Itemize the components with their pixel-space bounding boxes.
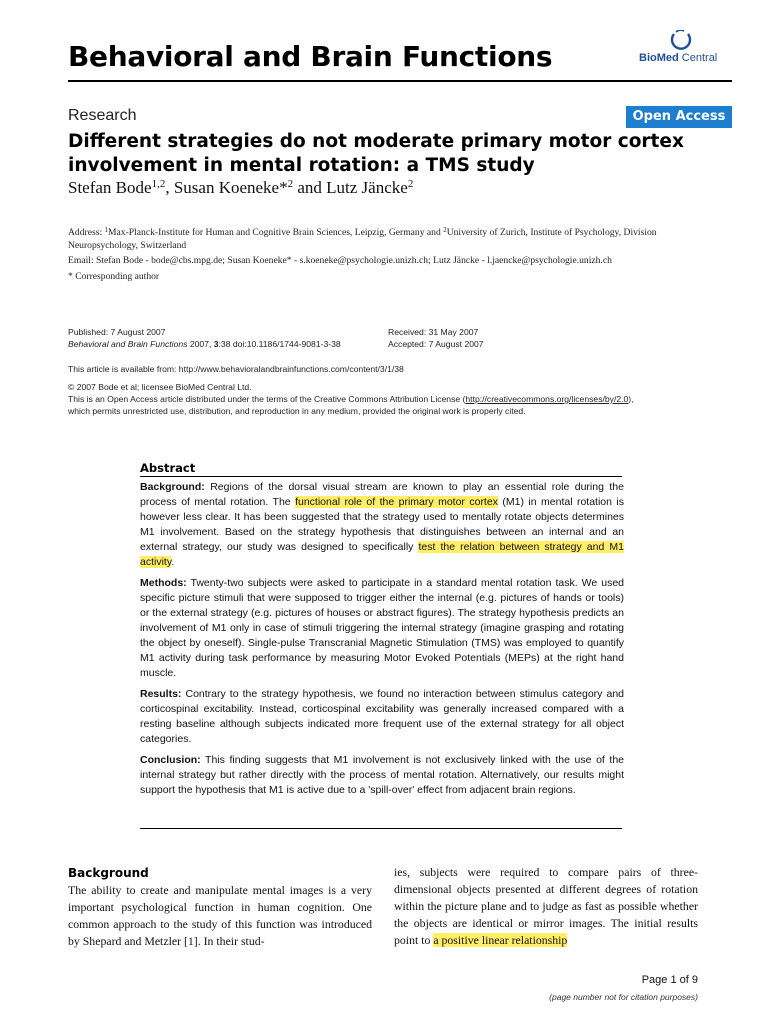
author-separator: , (165, 178, 174, 197)
open-access-badge: Open Access (626, 106, 732, 128)
biomed-arc-icon (668, 30, 694, 52)
license-terms: which permits unrestricted use, distribution, and reproduction in any medium, provided the original work is properly cited. (68, 406, 526, 416)
body-column-left: The ability to create and manipulate mental images is a very important psychological function in human cognition. One common approach to the study of this function was introduced by Shepard and Metzler [1]. In their stud- (68, 883, 372, 948)
received-date: Received: 31 May 2007 (388, 327, 479, 337)
abstract-heading: Abstract (140, 461, 196, 475)
abstract-text: This finding suggests that M1 involvement is not exclusively linked with the use of the internal strategy but rather directly with the process of mental rotation. Alternatively, our results might support the hypothesis that M1 is active due to a 'spill-over' effect from adjacent brain regions. (140, 754, 624, 796)
author-affiliation-sup: 2 (287, 178, 294, 190)
author-name: Stefan Bode (68, 178, 152, 197)
abstract-background-label: Background: (140, 481, 205, 493)
author-list (68, 178, 413, 198)
article-section: Research (68, 107, 137, 124)
highlighted-text: functional role of the primary motor cortex (295, 496, 498, 508)
author-affiliation-sup: 2 (407, 178, 414, 190)
affiliation-2: University of Zurich, Institute of Psychology, Division Neuropsychology, Switzerland (68, 227, 657, 251)
abstract-bottom-divider (140, 828, 622, 829)
publisher-central: Central (678, 52, 718, 64)
abstract-results-label: Results: (140, 688, 182, 700)
header-divider (68, 80, 732, 82)
affiliation-sup: 2 (443, 226, 447, 234)
body-column-right (394, 864, 698, 949)
citation-volume: 3 (213, 339, 219, 349)
abstract-methods (140, 576, 624, 681)
accepted-date: Accepted: 7 August 2007 (388, 339, 484, 349)
author-separator: and (293, 178, 327, 197)
publisher-logo (636, 30, 726, 70)
affiliation-sup: 1 (104, 226, 109, 234)
published-date: Published: 7 August 2007 (68, 327, 166, 337)
publisher-name (639, 52, 717, 64)
copyright-notice (68, 381, 700, 417)
article-url[interactable]: This article is available from: http://www.behavioralandbrainfunctions.com/content/3/1/38 (68, 364, 404, 374)
citation-year: 2007, (187, 339, 214, 349)
license-line (68, 393, 700, 405)
author-emails: Email: Stefan Bode - bode@cbs.mpg.de; Susan Koeneke* - s.koeneke@psychologie.unizh.ch; Lutz Jäncke - l.jaencke@psychologie.unizh.ch (68, 255, 612, 266)
abstract-text: (M1) in mental rotation is however less clear. It has been suggested that the strategy used to mentally rotate objects determines M1 involvement. Based on the strategy hypothesis that distinguishes between an internal and an external strategy, our study was designed to specifically (140, 496, 625, 553)
abstract-background (140, 480, 624, 570)
author-name: Lutz Jäncke (326, 178, 408, 197)
address-label: Address: (68, 227, 105, 238)
citation-doi: :38 doi:10.1186/1744-9081-3-38 (218, 339, 341, 349)
abstract-methods-label: Methods: (140, 577, 187, 589)
citation-journal: Behavioral and Brain Functions (68, 339, 188, 349)
submission-dates (388, 326, 484, 350)
abstract-results (140, 687, 624, 747)
background-heading: Background (68, 866, 149, 880)
article-title: Different strategies do not moderate primary motor cortex involvement in mental rotation: a TMS study (68, 131, 684, 176)
highlighted-text: a positive linear relationship (433, 933, 568, 947)
publication-info (68, 326, 341, 350)
abstract-text: Regions of the dorsal visual stream are known to play an essential role during the process of mental rotation. The (140, 481, 624, 508)
citation (68, 338, 341, 350)
abstract-text: . (171, 556, 175, 568)
abstract-body (140, 480, 624, 804)
author-name: Susan Koeneke* (173, 178, 288, 197)
page-number-note: (page number not for citation purposes) (549, 992, 698, 1002)
author-address (68, 224, 688, 252)
abstract-top-divider (140, 476, 622, 477)
abstract-conclusion (140, 753, 624, 798)
license-link[interactable]: http://creativecommons.org/licenses/by/2.0 (465, 394, 629, 404)
author-affiliation-sup: 1,2 (151, 178, 166, 190)
corresponding-author-note: * Corresponding author (68, 271, 160, 282)
body-text: ies, subjects were required to compare pairs of three-dimensional objects presented at different degrees of rotation within the picture plane and to judge as fast as possible whether the objects are identical or mirror images. The initial results point to (394, 865, 698, 947)
journal-title: Behavioral and Brain Functions (68, 40, 553, 73)
license-text-end: ), (628, 394, 634, 404)
affiliation-1: Max-Planck-Institute for Human and Cognitive Brain Sciences, Leipzig, Germany and (108, 227, 444, 238)
abstract-conclusion-label: Conclusion: (140, 754, 201, 766)
highlighted-text: test the relation between strategy and M1 activity (140, 541, 624, 568)
license-text: This is an Open Access article distributed under the terms of the Creative Commons Attribution License ( (68, 394, 466, 404)
page-number: Page 1 of 9 (641, 974, 698, 986)
publisher-bio: BioMed (639, 52, 679, 64)
abstract-text: Contrary to the strategy hypothesis, we found no interaction between stimulus category and corticospinal excitability. Instead, corticospinal excitability was generally increased compared with a resting baseline although subjects indicated more frequent use of the external strategy for all object categories. (140, 688, 624, 745)
copyright-line: © 2007 Bode et al; licensee BioMed Central Ltd. (68, 382, 252, 392)
abstract-text: Twenty-two subjects were asked to participate in a standard mental rotation task. We used specific picture stimuli that were supposed to trigger either the internal (e.g. pictures of hands or tools) or the external strategy (e.g. pictures of houses or abstract figures). The strategy hypothesis predicts an involvement of M1 only in case of stimuli triggering the internal strategy (imagine grasping and rotating the object by oneself). Single-pulse Transcranial Magnetic Stimulation (TMS) was employed to quantify M1 activity during task performance by measuring Motor Evoked Potentials (MEPs) at the right hand muscle. (140, 577, 624, 679)
